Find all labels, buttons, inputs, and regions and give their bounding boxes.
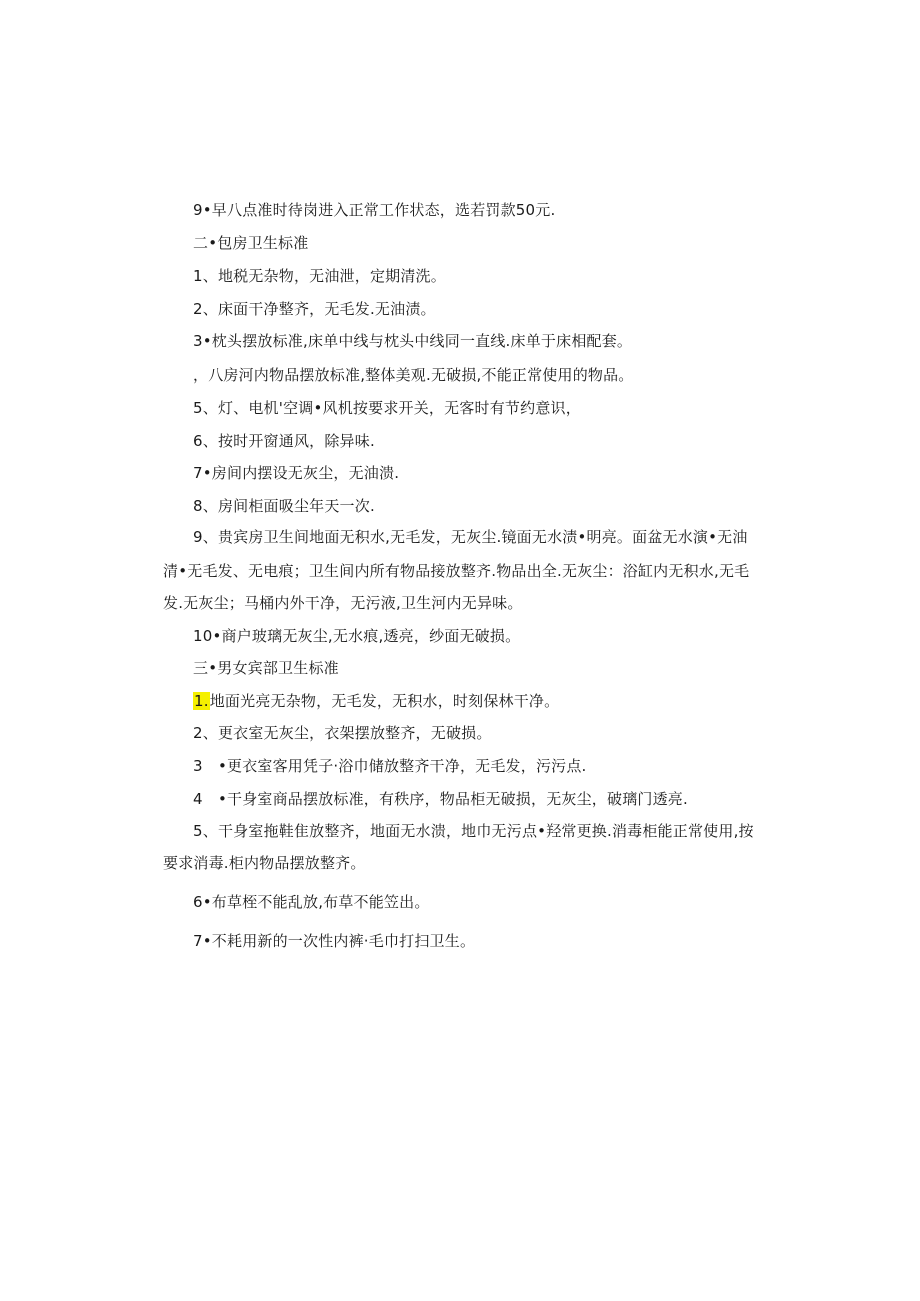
text-line: 9•早八点准时待岗进入正常工作状态，选若罚款50元. (193, 201, 556, 219)
text-line: 发.无灰尘；马桶内外干净，无污液,卫生河内无异味。 (163, 594, 523, 612)
text-line: 6•布草桎不能乱放,布草不能笠出。 (193, 893, 430, 911)
text-line: 5、干身室拖鞋隹放整齐，地面无水溃，地巾无污点•羟常更换.消毒柜能正常使用,按 (193, 822, 754, 840)
text-line (193, 690, 559, 712)
text-line: 7•不耗用新的一次性内裤·毛巾打扫卫生。 (193, 932, 476, 950)
section-heading: 三•男女宾部卫生标准 (193, 659, 339, 677)
text-line: 3•枕头摆放标准,床单中线与枕头中线同一直线.床单于床相配套。 (193, 332, 633, 350)
text-line: 6、按时开窗通风，除异味. (193, 432, 375, 450)
text-line: 8、房间柜面吸尘年天一次. (193, 497, 375, 515)
text-line: 4 •干身室商品摆放标准，有秩序，物品柜无破损，无灰尘，破璃门透亮. (193, 790, 688, 808)
text-line: 2、床面干净整齐，无毛发.无油渍。 (193, 300, 436, 318)
text-line: 3 •更衣室客用凭子·浴巾储放整齐干净，无毛发，污污点. (193, 757, 587, 775)
text-line: 1、地税无杂物，无油泄，定期清洗。 (193, 267, 446, 285)
text-line: 清•无毛发、无电痕；卫生间内所有物品接放整齐.物品出全.无灰尘：浴缸内无积水,无毛 (163, 562, 750, 580)
text-line: ，八房河内物品摆放标准,整体美观.无破损,不能正常使用的物品。 (193, 366, 634, 384)
text-line: 要求消毒.柜内物品摆放整齐。 (163, 854, 366, 872)
text-line-content: 地面光亮无杂物，无毛发，无积水，时刻保林干净。 (209, 692, 560, 710)
highlight-marker: 1. (194, 692, 209, 710)
text-line: 9、贵宾房卫生间地面无积水,无毛发，无灰尘.镜面无水渍•明亮。面盆无水演•无油 (193, 528, 748, 546)
text-line: 2、更衣室无灰尘，衣架摆放整齐，无破损。 (193, 724, 492, 742)
section-heading: 二•包房卫生标准 (193, 234, 309, 252)
text-line: 7•房间内摆设无灰尘，无油溃. (193, 464, 400, 482)
text-line: 5、灯、电机'空调•风机按要求开关，无客时有节约意识， (193, 399, 581, 417)
text-line: 10•商户玻璃无灰尘,无水痕,透亮，纱面无破损。 (193, 627, 521, 645)
